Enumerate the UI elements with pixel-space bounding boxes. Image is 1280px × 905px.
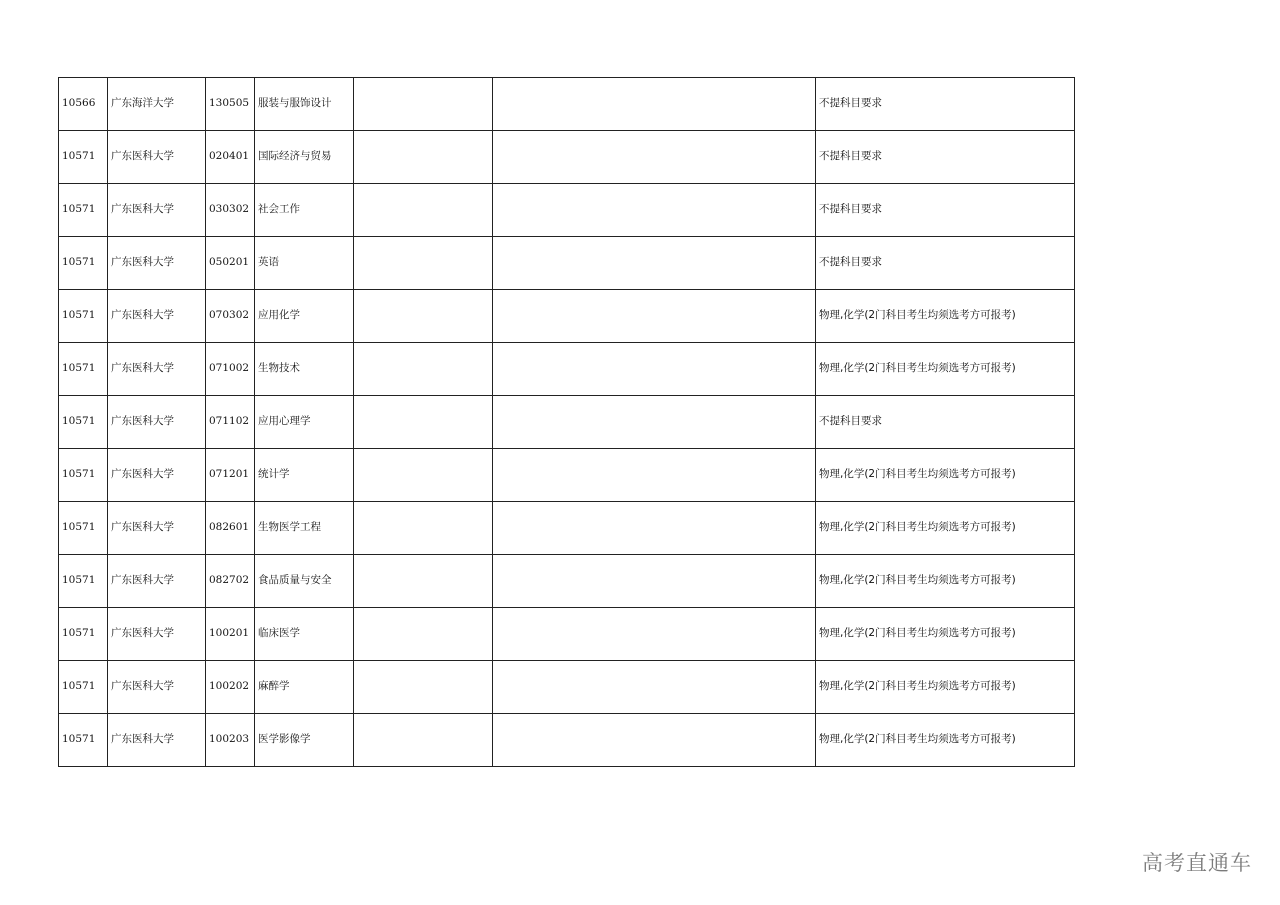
table-row [59, 237, 1075, 290]
major-code-cell: 071201 [206, 449, 255, 502]
blank-cell [354, 237, 493, 290]
major-name-cell: 英语 [255, 237, 354, 290]
blank-cell [354, 78, 493, 131]
table-row [59, 714, 1075, 767]
blank-cell [493, 449, 816, 502]
blank-cell [493, 608, 816, 661]
major-code-cell: 071002 [206, 343, 255, 396]
table-row [59, 131, 1075, 184]
major-name-cell: 服装与服饰设计 [255, 78, 354, 131]
major-name-cell: 麻醉学 [255, 661, 354, 714]
blank-cell [354, 184, 493, 237]
school-code-cell: 10566 [59, 78, 108, 131]
table-row [59, 184, 1075, 237]
subject-requirement-cell: 不提科目要求 [816, 237, 1075, 290]
school-name-cell: 广东医科大学 [108, 502, 206, 555]
table-row [59, 449, 1075, 502]
table-row [59, 396, 1075, 449]
school-code-cell: 10571 [59, 343, 108, 396]
blank-cell [354, 661, 493, 714]
blank-cell [354, 343, 493, 396]
blank-cell [354, 449, 493, 502]
major-code-cell: 030302 [206, 184, 255, 237]
table-row [59, 661, 1075, 714]
major-code-cell: 050201 [206, 237, 255, 290]
subject-requirement-cell: 不提科目要求 [816, 131, 1075, 184]
major-code-cell: 130505 [206, 78, 255, 131]
school-code-cell: 10571 [59, 290, 108, 343]
blank-cell [493, 131, 816, 184]
major-code-cell: 082601 [206, 502, 255, 555]
major-code-cell: 082702 [206, 555, 255, 608]
subject-requirement-cell: 不提科目要求 [816, 78, 1075, 131]
watermark-text: 高考直通车 [1142, 851, 1252, 875]
blank-cell [493, 502, 816, 555]
school-name-cell: 广东医科大学 [108, 237, 206, 290]
subject-requirement-cell: 物理,化学(2门科目考生均须选考方可报考) [816, 714, 1075, 767]
table-row [59, 78, 1075, 131]
school-code-cell: 10571 [59, 237, 108, 290]
major-code-cell: 100202 [206, 661, 255, 714]
school-name-cell: 广东医科大学 [108, 555, 206, 608]
school-name-cell: 广东医科大学 [108, 661, 206, 714]
subject-requirement-cell: 物理,化学(2门科目考生均须选考方可报考) [816, 608, 1075, 661]
subject-requirement-cell: 物理,化学(2门科目考生均须选考方可报考) [816, 661, 1075, 714]
school-name-cell: 广东医科大学 [108, 714, 206, 767]
major-name-cell: 生物医学工程 [255, 502, 354, 555]
blank-cell [493, 290, 816, 343]
school-name-cell: 广东医科大学 [108, 131, 206, 184]
school-name-cell: 广东医科大学 [108, 608, 206, 661]
school-name-cell: 广东医科大学 [108, 396, 206, 449]
school-code-cell: 10571 [59, 608, 108, 661]
table-body [59, 78, 1075, 767]
blank-cell [493, 555, 816, 608]
school-name-cell: 广东医科大学 [108, 290, 206, 343]
blank-cell [354, 502, 493, 555]
blank-cell [354, 396, 493, 449]
table-row [59, 555, 1075, 608]
subject-requirement-cell: 物理,化学(2门科目考生均须选考方可报考) [816, 555, 1075, 608]
table-row [59, 290, 1075, 343]
table-row [59, 343, 1075, 396]
subject-requirement-cell: 不提科目要求 [816, 396, 1075, 449]
school-code-cell: 10571 [59, 396, 108, 449]
major-code-cell: 100201 [206, 608, 255, 661]
school-code-cell: 10571 [59, 184, 108, 237]
blank-cell [493, 184, 816, 237]
major-code-cell: 070302 [206, 290, 255, 343]
school-code-cell: 10571 [59, 502, 108, 555]
subject-requirement-cell: 物理,化学(2门科目考生均须选考方可报考) [816, 502, 1075, 555]
major-name-cell: 生物技术 [255, 343, 354, 396]
blank-cell [354, 608, 493, 661]
blank-cell [493, 661, 816, 714]
blank-cell [493, 396, 816, 449]
blank-cell [493, 343, 816, 396]
blank-cell [493, 78, 816, 131]
school-name-cell: 广东医科大学 [108, 343, 206, 396]
school-name-cell: 广东海洋大学 [108, 78, 206, 131]
school-code-cell: 10571 [59, 131, 108, 184]
admission-table [58, 77, 1075, 767]
blank-cell [354, 290, 493, 343]
major-name-cell: 社会工作 [255, 184, 354, 237]
school-code-cell: 10571 [59, 449, 108, 502]
subject-requirement-cell: 物理,化学(2门科目考生均须选考方可报考) [816, 449, 1075, 502]
school-name-cell: 广东医科大学 [108, 449, 206, 502]
major-name-cell: 国际经济与贸易 [255, 131, 354, 184]
major-name-cell: 临床医学 [255, 608, 354, 661]
blank-cell [493, 714, 816, 767]
major-code-cell: 020401 [206, 131, 255, 184]
blank-cell [354, 555, 493, 608]
subject-requirement-cell: 物理,化学(2门科目考生均须选考方可报考) [816, 290, 1075, 343]
major-code-cell: 071102 [206, 396, 255, 449]
major-code-cell: 100203 [206, 714, 255, 767]
blank-cell [354, 131, 493, 184]
school-code-cell: 10571 [59, 714, 108, 767]
major-name-cell: 医学影像学 [255, 714, 354, 767]
major-name-cell: 食品质量与安全 [255, 555, 354, 608]
major-name-cell: 应用化学 [255, 290, 354, 343]
major-name-cell: 统计学 [255, 449, 354, 502]
blank-cell [493, 237, 816, 290]
major-name-cell: 应用心理学 [255, 396, 354, 449]
school-code-cell: 10571 [59, 661, 108, 714]
subject-requirement-cell: 不提科目要求 [816, 184, 1075, 237]
subject-requirement-cell: 物理,化学(2门科目考生均须选考方可报考) [816, 343, 1075, 396]
table-row [59, 608, 1075, 661]
school-code-cell: 10571 [59, 555, 108, 608]
school-name-cell: 广东医科大学 [108, 184, 206, 237]
blank-cell [354, 714, 493, 767]
table-row [59, 502, 1075, 555]
